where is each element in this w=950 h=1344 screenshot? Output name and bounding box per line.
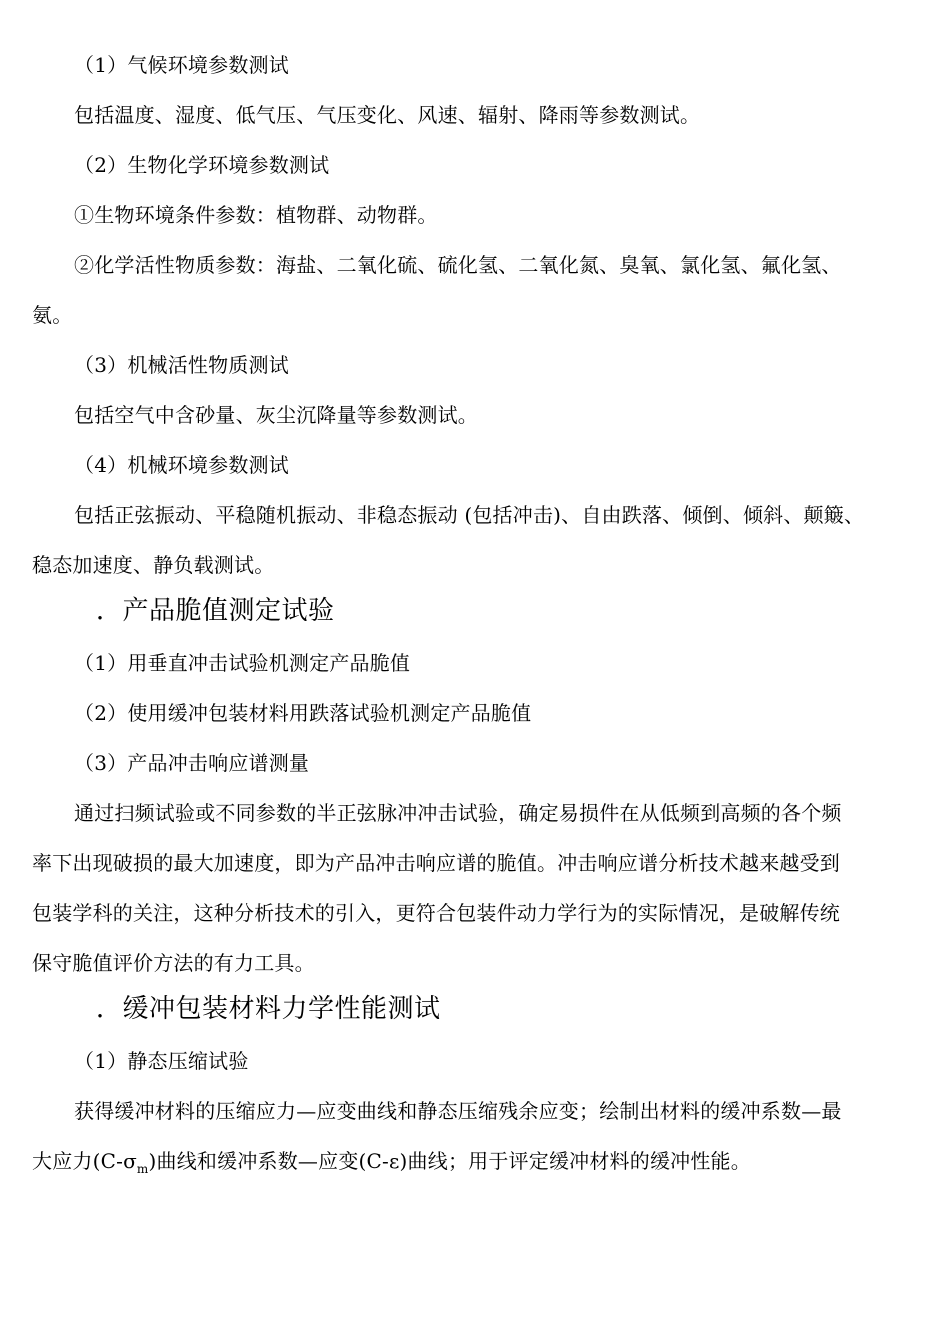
paragraph-mech-env: 包括正弦振动、平稳随机振动、非稳态振动 (包括冲击)、自由跌落、倾倒、倾斜、颠簸、 — [74, 503, 865, 527]
subheading-static-compression: （1）静态压缩试验 — [74, 1049, 249, 1073]
paragraph-mech-active: 包括空气中含砂量、灰尘沉降量等参数测试。 — [74, 403, 478, 427]
formula-text-end: )曲线和缓冲系数—应变(C-ε)曲线；用于评定缓冲材料的缓冲性能。 — [148, 1149, 751, 1173]
paragraph-shock-response-1: 通过扫频试验或不同参数的半正弦脉冲冲击试验，确定易损件在从低频到高频的各个频 — [74, 801, 842, 825]
subheading-shock-response: （3）产品冲击响应谱测量 — [74, 751, 310, 775]
subheading-mech-active: （3）机械活性物质测试 — [74, 353, 289, 377]
paragraph-shock-response-4: 保守脆值评价方法的有力工具。 — [32, 951, 315, 975]
section-heading-fragility: ．产品脆值测定试验 — [96, 596, 335, 626]
paragraph-static-compression-2 — [0, 1146, 950, 1176]
formula-text-start: 大应力(C-σ — [32, 1149, 137, 1173]
paragraph-shock-response-3: 包装学科的关注，这种分析技术的引入，更符合包装件动力学行为的实际情况，是破解传统 — [32, 901, 840, 925]
paragraph-climate: 包括温度、湿度、低气压、气压变化、风速、辐射、降雨等参数测试。 — [74, 103, 701, 127]
subheading-biochem: （2）生物化学环境参数测试 — [74, 153, 330, 177]
subheading-mech-env: （4）机械环境参数测试 — [74, 453, 289, 477]
paragraph-bio: ①生物环境条件参数：植物群、动物群。 — [74, 203, 438, 227]
subheading-vertical-shock: （1）用垂直冲击试验机测定产品脆值 — [74, 651, 411, 675]
subheading-drop-test: （2）使用缓冲包装材料用跌落试验机测定产品脆值 — [74, 701, 532, 725]
subheading-climate: （1）气候环境参数测试 — [74, 53, 289, 77]
formula-subscript: m — [136, 1162, 149, 1176]
paragraph-chem: ②化学活性物质参数：海盐、二氧化硫、硫化氢、二氧化氮、臭氧、氯化氢、氟化氢、 — [74, 253, 842, 277]
paragraph-static-compression-1: 获得缓冲材料的压缩应力—应变曲线和静态压缩残余应变；绘制出材料的缓冲系数—最 — [74, 1099, 842, 1123]
paragraph-shock-response-2: 率下出现破损的最大加速度，即为产品冲击响应谱的脆值。冲击响应谱分析技术越来越受到 — [32, 851, 840, 875]
paragraph-chem-cont: 氨。 — [32, 303, 73, 327]
section-heading-cushion: ．缓冲包装材料力学性能测试 — [96, 994, 441, 1024]
paragraph-mech-env-cont: 稳态加速度、静负载测试。 — [32, 553, 275, 577]
